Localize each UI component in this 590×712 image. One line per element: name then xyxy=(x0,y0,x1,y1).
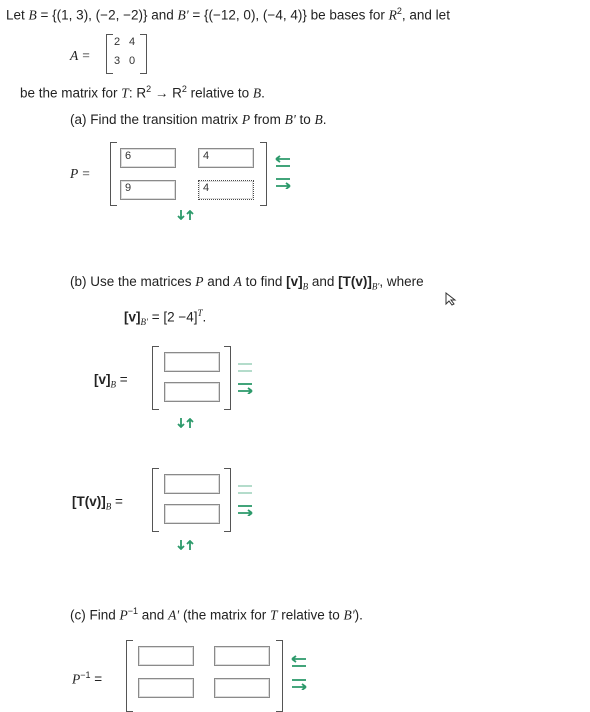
vector-tv-b-label xyxy=(72,494,123,512)
matrix-p-cell-22[interactable]: 4 xyxy=(198,180,254,200)
text: . xyxy=(261,85,265,101)
text: = xyxy=(90,671,103,687)
matrix-a-label: A = xyxy=(70,48,91,63)
part-a-prompt xyxy=(70,112,327,128)
bracket-right xyxy=(224,468,231,532)
bracket-right xyxy=(224,346,231,410)
matrix-p-inverse-cell-11[interactable] xyxy=(138,646,194,666)
subscript: B xyxy=(110,379,116,390)
text: (b) Use the matrices xyxy=(70,274,196,289)
bracket-left xyxy=(152,346,159,410)
remove-column-arrow-icon[interactable] xyxy=(274,155,292,169)
row-resize-arrows-icon[interactable] xyxy=(176,418,196,428)
text: = {(−12, 0), (−4, 4)} be bases for xyxy=(188,7,389,23)
superscript: −1 xyxy=(127,606,139,616)
subscript: B' xyxy=(140,317,148,328)
text: : R xyxy=(128,85,147,101)
text: = xyxy=(111,494,123,509)
matrix-p-inverse-label xyxy=(72,670,102,688)
text: relative to xyxy=(277,607,344,623)
text: (the matrix for xyxy=(179,607,270,623)
text: [T(v)] xyxy=(72,494,106,509)
add-column-arrow-icon[interactable] xyxy=(274,175,292,189)
var-A: A xyxy=(233,274,242,289)
text: from xyxy=(250,112,285,127)
matrix-p-inverse-cell-22[interactable] xyxy=(214,678,270,698)
problem-statement-line1 xyxy=(6,6,450,24)
text: to find xyxy=(241,274,287,289)
superscript: 2 xyxy=(396,6,402,16)
vector-v: [v] xyxy=(124,309,141,325)
subscript: B' xyxy=(371,281,380,292)
add-column-arrow-icon[interactable] xyxy=(290,676,308,690)
matrix-a-entry: 0 xyxy=(129,55,136,67)
text: [v] xyxy=(94,372,111,387)
vector-tv-b-cell-2[interactable] xyxy=(164,504,220,524)
remove-column-arrow-icon[interactable] xyxy=(290,655,308,669)
matrix-a-entry: 3 xyxy=(114,55,121,67)
bracket-left xyxy=(106,34,113,74)
remove-column-arrow-icon[interactable] xyxy=(236,482,254,496)
bracket-left xyxy=(152,468,159,532)
text: , and let xyxy=(401,7,450,23)
matrix-a-entry: 4 xyxy=(129,36,136,48)
text: . xyxy=(202,309,207,325)
superscript: 2 xyxy=(181,84,187,94)
var-B: B xyxy=(314,112,323,127)
bracket-right xyxy=(276,640,283,712)
text: be the matrix for xyxy=(20,85,122,101)
matrix-p-inverse-cell-12[interactable] xyxy=(214,646,270,666)
text: (c) Find xyxy=(70,607,120,623)
problem-statement-line2 xyxy=(20,84,265,102)
var-Bp: B' xyxy=(177,7,189,23)
mouse-cursor-icon xyxy=(444,292,458,306)
var-B: B xyxy=(28,7,37,23)
matrix-p-cell-11[interactable]: 6 xyxy=(120,148,176,168)
var-P: P xyxy=(119,607,128,623)
matrix-a-entry: 2 xyxy=(114,36,121,48)
vector-Tv-B: [T(v)] xyxy=(338,274,372,289)
given-vector xyxy=(124,308,206,327)
text: → R xyxy=(151,85,182,101)
bracket-right xyxy=(140,34,147,74)
var-T: T xyxy=(121,85,129,101)
vector-v-b-cell-1[interactable] xyxy=(164,352,220,372)
var-P: P xyxy=(195,274,204,289)
text: to xyxy=(295,112,315,127)
subscript: B xyxy=(302,281,309,292)
text: = xyxy=(116,372,128,387)
vector-v-b-cell-2[interactable] xyxy=(164,382,220,402)
var-Bp: B' xyxy=(343,607,355,623)
superscript: T xyxy=(197,308,203,318)
text: P xyxy=(72,671,81,687)
text: (a) Find the transition matrix xyxy=(70,112,242,127)
matrix-p-cell-21[interactable]: 9 xyxy=(120,180,176,200)
row-resize-arrows-icon[interactable] xyxy=(176,210,196,220)
text: Let xyxy=(6,7,29,23)
bracket-left xyxy=(110,142,117,206)
add-column-arrow-icon[interactable] xyxy=(236,380,254,394)
var-Ap: A' xyxy=(168,607,180,623)
part-b-prompt xyxy=(70,274,424,292)
text: and xyxy=(203,274,234,289)
text: and xyxy=(308,274,339,289)
text: = [2 −4] xyxy=(147,309,198,325)
vector-v-b-label xyxy=(94,372,128,390)
var-B: B xyxy=(252,85,262,101)
bracket-right xyxy=(260,142,267,206)
var-Bp: B' xyxy=(284,112,296,127)
matrix-p-inverse-cell-21[interactable] xyxy=(138,678,194,698)
add-column-arrow-icon[interactable] xyxy=(236,502,254,516)
var-P: P xyxy=(241,112,251,127)
text: and xyxy=(138,607,169,623)
matrix-p-cell-12[interactable]: 4 xyxy=(198,148,254,168)
superscript: 2 xyxy=(146,84,152,94)
vector-tv-b-cell-1[interactable] xyxy=(164,474,220,494)
text: , where xyxy=(379,274,424,289)
bracket-left xyxy=(126,640,133,712)
subscript: B xyxy=(105,501,112,512)
matrix-p-label: P = xyxy=(70,166,91,181)
text: . xyxy=(322,112,327,127)
var-T: T xyxy=(269,607,278,623)
text: = {(1, 3), (−2, −2)} and xyxy=(36,7,178,23)
superscript: −1 xyxy=(80,670,91,680)
part-c-prompt xyxy=(70,606,363,624)
text: relative to xyxy=(186,85,253,101)
remove-column-arrow-icon[interactable] xyxy=(236,360,254,374)
text: ). xyxy=(354,607,363,623)
var-R: R xyxy=(388,7,397,23)
vector-v-B: [v] xyxy=(286,274,303,289)
row-resize-arrows-icon[interactable] xyxy=(176,540,196,550)
